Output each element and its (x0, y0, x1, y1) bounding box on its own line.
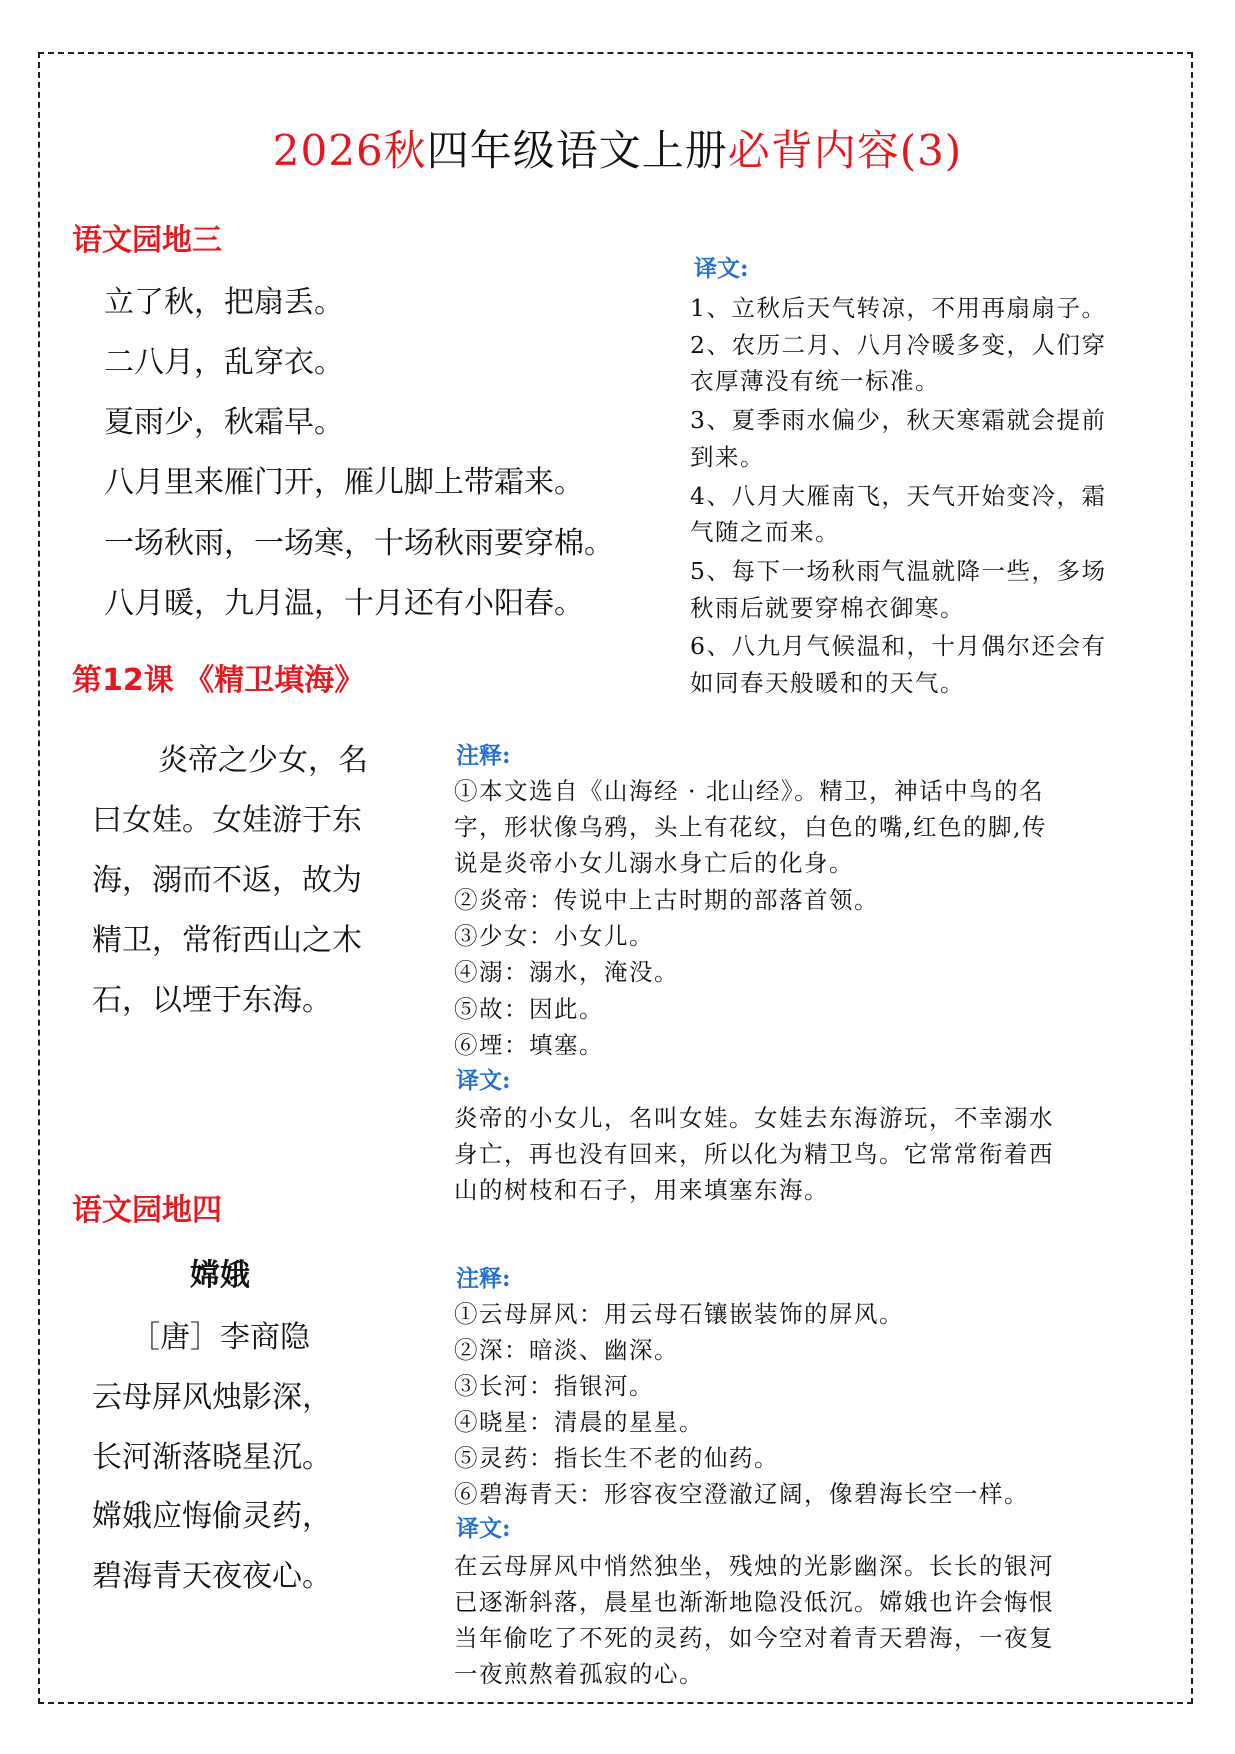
page-title (0, 118, 1235, 178)
poem-author: ［唐］李商隐 (130, 1320, 310, 1355)
section-heading-yuwen-4: 语文园地四 (72, 1193, 222, 1228)
note-line: ①本文选自《山海经 · 北山经》。精卫，神话中鸟的名 (454, 777, 1045, 805)
classical-text-line: 海，溺而不返，故为 (92, 863, 362, 898)
translation-line: 如同春天般暖和的天气。 (690, 669, 965, 697)
note-line: ④溺：溺水，淹没。 (454, 958, 679, 986)
translation-line: 炎帝的小女儿，名叫女娃。女娃去东海游玩，不幸溺水 (454, 1104, 1054, 1132)
note-line: ⑤灵药：指长生不老的仙药。 (454, 1444, 779, 1472)
translation-line: 一夜煎熬着孤寂的心。 (454, 1660, 704, 1688)
notes-label: 注释: (456, 1265, 511, 1292)
translation-label: 译文: (694, 255, 749, 282)
notes-label: 注释: (456, 742, 511, 769)
translation-label: 译文: (456, 1515, 511, 1542)
note-line: ⑤故：因此。 (454, 995, 604, 1023)
translation-line: 5、每下一场秋雨气温就降一些，多场 (690, 557, 1107, 585)
poem-title: 嫦娥 (190, 1258, 250, 1293)
translation-line: 气随之而来。 (690, 518, 840, 546)
classical-text-line: 精卫，常衔西山之木 (92, 923, 362, 958)
translation-line: 4、八月大雁南飞，天气开始变冷，霜 (690, 482, 1107, 510)
poem-line: 云母屏风烛影深， (92, 1380, 332, 1415)
proverb-line: 八月里来雁门开，雁儿脚上带霜来。 (104, 465, 584, 500)
note-line: 字，形状像乌鸦，头上有花纹，白色的嘴,红色的脚,传 (454, 813, 1047, 841)
translation-line: 到来。 (690, 443, 765, 471)
translation-line: 当年偷吃了不死的灵药，如今空对着青天碧海，一夜复 (454, 1624, 1054, 1652)
note-line: ③少女：小女儿。 (454, 922, 654, 950)
title-year: 2026秋 (272, 126, 427, 175)
note-line: ②炎帝：传说中上古时期的部落首领。 (454, 886, 879, 914)
proverb-line: 八月暖，九月温，十月还有小阳春。 (104, 586, 584, 621)
translation-line: 2、农历二月、八月冷暖多变，人们穿 (690, 331, 1107, 359)
proverb-line: 一场秋雨，一场寒，十场秋雨要穿棉。 (104, 526, 614, 561)
proverb-line: 立了秋，把扇丢。 (104, 285, 344, 320)
classical-text-line: 石，以堙于东海。 (92, 983, 332, 1018)
proverb-line: 二八月，乱穿衣。 (104, 345, 344, 380)
note-line: ⑥堙：填塞。 (454, 1031, 604, 1059)
translation-line: 6、八九月气候温和，十月偶尔还会有 (690, 632, 1107, 660)
translation-line: 1、立秋后天气转凉，不用再扇扇子。 (690, 294, 1107, 322)
translation-line: 在云母屏风中悄然独坐，残烛的光影幽深。长长的银河 (454, 1552, 1054, 1580)
classical-text-line: 炎帝之少女，名 (158, 743, 368, 778)
title-content: 必背内容(3) (727, 126, 963, 175)
classical-text-line: 曰女娃。女娃游于东 (92, 803, 362, 838)
section-heading-lesson-12: 第12课 《精卫填海》 (72, 663, 365, 698)
translation-line: 已逐渐斜落，晨星也渐渐地隐没低沉。嫦娥也许会悔恨 (454, 1588, 1054, 1616)
note-line: ④晓星：清晨的星星。 (454, 1408, 704, 1436)
translation-line: 山的树枝和石子，用来填塞东海。 (454, 1176, 829, 1204)
translation-line: 身亡，再也没有回来，所以化为精卫鸟。它常常衔着西 (454, 1140, 1054, 1168)
poem-line: 长河渐落晓星沉。 (92, 1440, 332, 1475)
poem-line: 嫦娥应悔偷灵药， (92, 1499, 332, 1534)
translation-label: 译文: (456, 1067, 511, 1094)
translation-line: 秋雨后就要穿棉衣御寒。 (690, 594, 965, 622)
note-line: ③长河：指银河。 (454, 1372, 654, 1400)
note-line: ①云母屏风：用云母石镶嵌装饰的屏风。 (454, 1300, 904, 1328)
note-line: 说是炎帝小女儿溺水身亡后的化身。 (454, 849, 854, 877)
note-line: ⑥碧海青天：形容夜空澄澈辽阔，像碧海长空一样。 (454, 1480, 1029, 1508)
translation-line: 3、夏季雨水偏少，秋天寒霜就会提前 (690, 406, 1107, 434)
poem-line: 碧海青天夜夜心。 (92, 1559, 332, 1594)
translation-line: 衣厚薄没有统一标准。 (690, 367, 940, 395)
note-line: ②深：暗淡、幽深。 (454, 1336, 679, 1364)
section-heading-yuwen-3: 语文园地三 (72, 223, 222, 258)
proverb-line: 夏雨少，秋霜早。 (104, 405, 344, 440)
title-grade: 四年级语文上册 (426, 126, 728, 175)
